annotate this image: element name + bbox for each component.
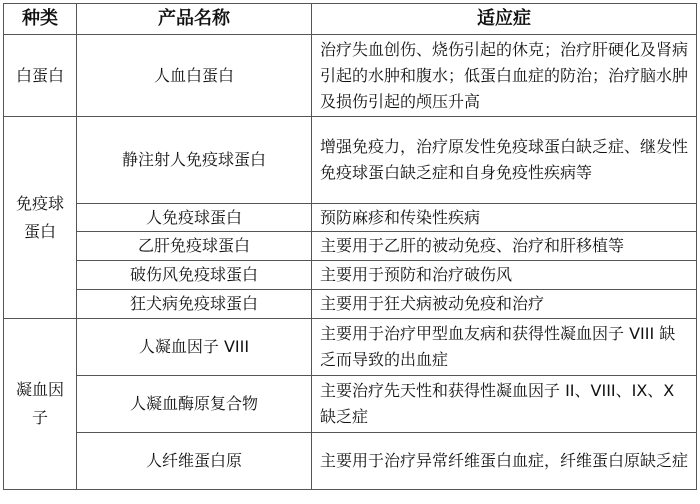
indication-cell: 主要用于狂犬病被动免疫和治疗 (312, 290, 697, 319)
product-cell: 人凝血酶原复合物 (77, 376, 312, 433)
table-row (4, 376, 697, 433)
product-cell: 狂犬病免疫球蛋白 (77, 290, 312, 319)
plasma-products-table (3, 3, 697, 490)
indication-cell: 治疗失血创伤、烧伤引起的休克；治疗肝硬化及肾病引起的水肿和腹水；低蛋白血症的防治；治疗脑水肿及损伤引起的颅压升高 (312, 35, 697, 117)
product-cell: 乙肝免疫球蛋白 (77, 232, 312, 261)
product-cell: 破伤风免疫球蛋白 (77, 261, 312, 290)
indication-cell: 主要用于治疗异常纤维蛋白血症，纤维蛋白原缺乏症 (312, 433, 697, 490)
header-kind: 种类 (4, 4, 77, 35)
indication-cell: 主要治疗先天性和获得性凝血因子 II、VIII、IX、X 缺乏症 (312, 376, 697, 433)
product-cell: 人免疫球蛋白 (77, 204, 312, 232)
table-row (4, 35, 697, 117)
table-row (4, 232, 697, 261)
table-row (4, 117, 697, 204)
product-cell: 人血白蛋白 (77, 35, 312, 117)
header-row (4, 4, 697, 35)
kind-cell: 免疫球蛋白 (4, 117, 77, 319)
header-product: 产品名称 (77, 4, 312, 35)
table-row (4, 261, 697, 290)
indication-cell: 主要用于乙肝的被动免疫、治疗和肝移植等 (312, 232, 697, 261)
indication-cell: 主要用于治疗甲型血友病和获得性凝血因子 VIII 缺乏而导致的出血症 (312, 319, 697, 376)
indication-cell: 主要用于预防和治疗破伤风 (312, 261, 697, 290)
product-cell: 人纤维蛋白原 (77, 433, 312, 490)
kind-cell: 凝血因子 (4, 319, 77, 490)
table-row (4, 290, 697, 319)
header-indication: 适应症 (312, 4, 697, 35)
table-row (4, 204, 697, 232)
kind-cell: 白蛋白 (4, 35, 77, 117)
indication-cell: 预防麻疹和传染性疾病 (312, 204, 697, 232)
indication-cell: 增强免疫力，治疗原发性免疫球蛋白缺乏症、继发性免疫球蛋白缺乏症和自身免疫性疾病等 (312, 117, 697, 204)
table-row (4, 433, 697, 490)
product-cell: 人凝血因子 VIII (77, 319, 312, 376)
table-row (4, 319, 697, 376)
product-cell: 静注射人免疫球蛋白 (77, 117, 312, 204)
